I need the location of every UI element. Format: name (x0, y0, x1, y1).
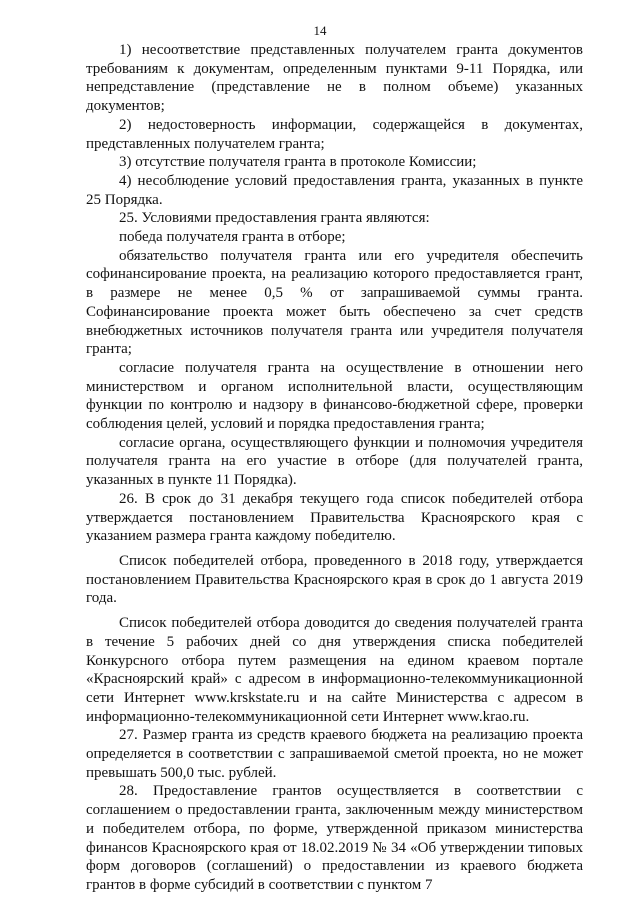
winners-list-publication: Список победителей отбора доводится до сведения получателей гранта в течение 5 рабочих дней со дня утверждения списка победителей Конкурсного отбора путем размещения на едином краевом портале «Красноярский край» с адресом в информационно-телекоммуникационной сети Интернет www.krskstate.ru и на сайте Министерства с адресом в информационно-телекоммуникационной сети Интернет www.krao.ru. (86, 615, 583, 725)
section-28: 28. Предоставление грантов осуществляется в соответствии с соглашением о предоставлении гранта, заключенным между министерством и победителем отбора, по форме, утвержденной приказом министерства финансов Красноярского края от 18.02.2019 № 34 «Об утверждении типовых форм договоров (соглашений) о предоставлении из краевого бюджета грантов в форме субсидий в соответствии с пунктом 7 (86, 783, 583, 893)
section-25-heading: 25. Условиями предоставления гранта являются: (119, 210, 430, 227)
paragraph-2-unreliable-info: 2) недостоверность информации, содержащейся в документах, представленных получателем гранта; (86, 116, 583, 152)
paragraph-3-not-in-protocol: 3) отсутствие получателя гранта в протоколе Комиссии; (119, 154, 477, 171)
section-26: 26. В срок до 31 декабря текущего года список победителей отбора утверждается постановлением Правительства Красноярского края с указанием размера гранта каждому победителю. (86, 490, 583, 545)
winners-list-2018: Список победителей отбора, проведенного в 2018 году, утверждается постановлением Правительства Красноярского края в срок до 1 августа 2019 года. (86, 552, 583, 607)
section-27: 27. Размер гранта из средств краевого бюджета на реализацию проекта определяется в соответствии с запрашиваемой сметой проекта, но не может превышать 500,0 тыс. рублей. (86, 727, 583, 781)
condition-cofinancing: обязательство получателя гранта или его учредителя обеспечить софинансирование проекта, на реализацию которого предоставляется грант, в размере не менее 0,5 % от запрашиваемой суммы гранта. Софинансирование проекта может быть обеспечено за счет средств внебюджетных источников получателя гранта или учредителя получателя гранта; (86, 247, 583, 358)
document-body (86, 41, 583, 895)
paragraph-1-mismatch: 1) несоответствие представленных получателем гранта документов требованиям к документам, определенным пунктами 9-11 Порядка, или непредставление (представление не в полном объеме) указанных документов; (86, 42, 583, 115)
condition-founder-consent: согласие органа, осуществляющего функции и полномочия учредителя получателя гранта на его участие в отборе (для получателей гранта, указанных в пункте 11 Порядка). (86, 434, 583, 489)
condition-inspection-consent: согласие получателя гранта на осуществление в отношении него министерством и органом исполнительной власти, осуществляющим функции по контролю и надзору в финансово-бюджетной сфере, проверки соблюдения целей, условий и порядка предоставления гранта; (86, 359, 583, 433)
paragraph-4-noncompliance: 4) несоблюдение условий предоставления гранта, указанных в пункте 25 Порядка. (86, 172, 583, 208)
page-number: 14 (313, 23, 327, 38)
condition-victory: победа получателя гранта в отборе; (119, 229, 346, 246)
